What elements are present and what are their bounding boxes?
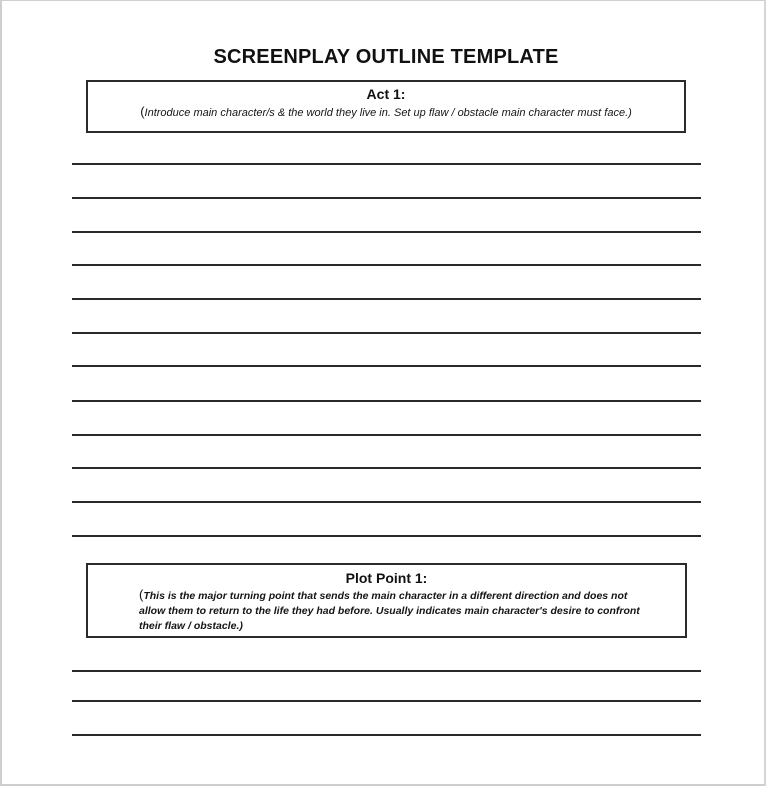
act-1-box xyxy=(86,80,686,133)
writing-line[interactable] xyxy=(72,400,701,402)
plot-point-1-description xyxy=(139,587,649,634)
paren-open: ( xyxy=(140,104,145,119)
plot-point-1-heading: Plot Point 1: xyxy=(345,570,428,586)
act-1-heading: Act 1: xyxy=(366,86,406,102)
writing-line[interactable] xyxy=(72,197,701,199)
plot-point-1-box xyxy=(86,563,687,638)
act-1-description xyxy=(88,104,684,119)
writing-line[interactable] xyxy=(72,535,701,537)
writing-line[interactable] xyxy=(72,501,701,503)
paren-open: ( xyxy=(139,587,144,602)
writing-line[interactable] xyxy=(72,467,701,469)
act-1-description-text: Introduce main character/s & the world they live in. Set up flaw / obstacle main character must face.) xyxy=(144,107,632,119)
document-title: SCREENPLAY OUTLINE TEMPLATE xyxy=(213,46,559,68)
writing-line[interactable] xyxy=(72,700,701,702)
writing-line[interactable] xyxy=(72,670,701,672)
writing-line[interactable] xyxy=(72,231,701,233)
writing-line[interactable] xyxy=(72,434,701,436)
writing-line[interactable] xyxy=(72,163,701,165)
plot-point-1-description-text: This is the major turning point that sends the main character in a different direction and does not allow them to return to the life they had before. Usually indicates main character's desire to confront their flaw / obstacle.) xyxy=(139,590,640,632)
writing-line[interactable] xyxy=(72,332,701,334)
writing-line[interactable] xyxy=(72,734,701,736)
writing-line[interactable] xyxy=(72,298,701,300)
writing-line[interactable] xyxy=(72,264,701,266)
writing-line[interactable] xyxy=(72,365,701,367)
